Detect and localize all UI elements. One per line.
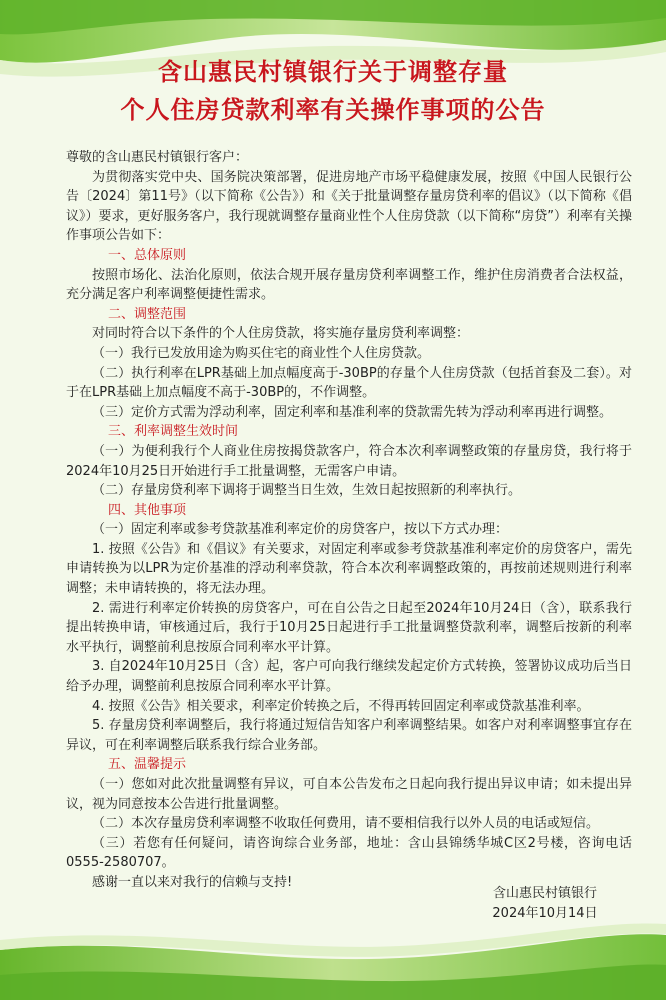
section-4-item: 1. 按照《公告》和《倡议》有关要求，对固定利率或参考贷款基准利率定价的房贷客户，需先申请转换为以LPR为定价基准的浮动利率贷款，符合本次利率调整政策的，再按前述规则进行利率调整；未申请转换的，将无法办理。 — [66, 541, 632, 597]
section-2-item: （三）定价方式需为浮动利率，固定利率和基准利率的贷款需先转为浮动利率再进行调整。 — [92, 404, 613, 420]
section-4-item: 2. 需进行利率定价转换的房贷客户，可在自公告之日起至2024年10月24日（含），联系我行提出转换申请，审核通过后，我行于10月25日起进行手工批量调整贷款利率，调整后按新的利率水平执行，调整前利息按原合同利率水平计算。 — [66, 600, 632, 655]
section-5-item: （三）若您有任何疑问，请咨询综合业务部，地址：含山县锦绣华城C区2号楼，咨询电话0555-2580707。 — [66, 835, 632, 871]
section-4-item: 4. 按照《公告》相关要求，利率定价转换之后，不得再转回固定利率或贷款基准利率。 — [92, 698, 590, 714]
section-4-item: 5. 存量房贷利率调整后，我行将通过短信告知客户利率调整结果。如客户对利率调整事宜存在异议，可在利率调整后联系我行综合业务部。 — [66, 718, 632, 753]
notice-title-line-2: 个人住房贷款利率有关操作事项的公告 — [120, 96, 546, 124]
section-3-item: （二）存量房贷利率下调将于调整当日生效，生效日起按照新的利率执行。 — [92, 483, 522, 499]
section-1-paragraph: 按照市场化、法治化原则，依法合规开展存量房贷利率调整工作，维护住房消费者合法权益，充分满足客户利率调整便捷性需求。 — [66, 267, 632, 303]
section-3-item: （一）为便利我行个人商业住房按揭贷款客户，符合本次利率调整政策的存量房贷，我行将于2024年10月25日开始进行手工批量调整，无需客户申请。 — [66, 443, 632, 479]
section-1-heading: 一、总体原则 — [108, 247, 187, 263]
section-5-item: （二）本次存量房贷利率调整不收取任何费用，请不要相信我行以外人员的电话或短信。 — [92, 816, 600, 832]
section-4-paragraph: （一）固定利率或参考贷款基准利率定价的房贷客户，按以下方式办理： — [92, 522, 509, 538]
section-4-heading: 四、其他事项 — [108, 502, 187, 518]
notice-body — [66, 148, 632, 893]
section-5-item: （一）您如对此次批量调整有异议，可自本公告发布之日起向我行提出异议申请；如未提出异议，视为同意按本公告进行批量调整。 — [66, 777, 632, 812]
section-5-heading: 五、温馨提示 — [108, 757, 187, 773]
intro-paragraph: 为贯彻落实党中央、国务院决策部署，促进房地产市场平稳健康发展，按照《中国人民银行公告〔2024〕第11号》（以下简称《公告》）和《关于批量调整存量房贷利率的倡议》（以下简称《倡议》）要求，更好服务客户，我行现就调整存量商业性个人住房贷款（以下简称“房贷”）利率有关操作事项公告如下： — [66, 169, 632, 244]
signature-bank-name: 含山惠民村镇银行 — [492, 886, 597, 901]
notice-title-line-1: 含山惠民村镇银行关于调整存量 — [158, 58, 508, 86]
section-4-item: 3. 自2024年10月25日（含）起，客户可向我行继续发起定价方式转换，签署协议成功后当日给予办理，调整前利息按原合同利率水平计算。 — [66, 659, 632, 695]
greeting: 尊敬的含山惠民村镇银行客户： — [66, 150, 249, 165]
section-2-heading: 二、调整范围 — [108, 306, 187, 322]
signature-date: 2024年10月14日 — [492, 906, 598, 921]
section-2-item: （二）执行利率在LPR基础上加点幅度高于-30BP的存量个人住房贷款（包括首套及二套）。对于在LPR基础上加点幅度不高于-30BP的，不作调整。 — [66, 365, 632, 401]
section-2-item: （一）我行已发放用途为购买住宅的商业性个人住房贷款。 — [92, 345, 431, 361]
section-3-heading: 三、利率调整生效时间 — [108, 424, 239, 440]
section-2-paragraph: 对同时符合以下条件的个人住房贷款，将实施存量房贷利率调整： — [92, 326, 470, 342]
thanks-line: 感谢一直以来对我行的信赖与支持! — [92, 874, 293, 890]
